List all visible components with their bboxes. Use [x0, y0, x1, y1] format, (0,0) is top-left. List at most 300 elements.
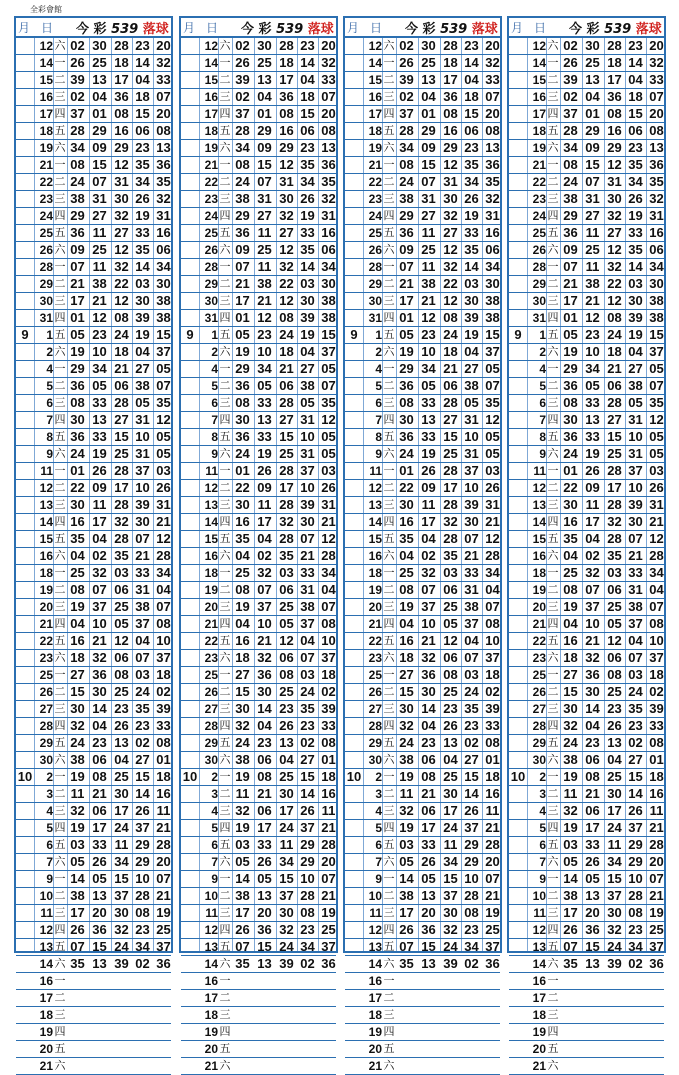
month-cell — [345, 242, 363, 258]
day-cell: 4 — [46, 362, 53, 376]
table-row — [181, 939, 336, 956]
weekday-cell: 三 — [383, 601, 395, 613]
number-cell: 15 — [607, 429, 622, 444]
number-cell: 26 — [464, 803, 479, 818]
weekday-cell: 二 — [54, 686, 66, 698]
number-cell: 05 — [443, 616, 458, 631]
number-cell: 13 — [485, 140, 500, 155]
month-cell — [181, 191, 199, 207]
table-row — [181, 157, 336, 174]
number-cell: 08 — [235, 395, 250, 410]
number-cell: 21 — [443, 361, 458, 376]
number-cell: 34 — [421, 361, 436, 376]
number-cell — [153, 1024, 174, 1040]
number-cell: 05 — [321, 446, 336, 461]
number-cell: 37 — [156, 344, 171, 359]
number-cell: 14 — [235, 871, 250, 886]
month-cell — [16, 871, 34, 887]
number-cell — [625, 1041, 646, 1057]
number-cell: 07 — [485, 871, 500, 886]
number-cell: 11 — [649, 803, 664, 818]
month-cell — [509, 616, 527, 632]
number-cell: 38 — [70, 888, 85, 903]
weekday-cell: 六 — [54, 448, 66, 460]
day-cell: 7 — [211, 855, 218, 869]
table-row — [181, 1007, 336, 1024]
page-caption: 全彩會館 — [30, 5, 62, 14]
table-row — [345, 412, 500, 429]
number-cell: 32 — [607, 922, 622, 937]
weekday-cell: 四 — [547, 618, 559, 630]
table-row — [345, 208, 500, 225]
number-cell: 05 — [607, 616, 622, 631]
month-cell — [345, 174, 363, 190]
number-cell: 10 — [135, 871, 150, 886]
number-cell: 05 — [421, 378, 436, 393]
table-row — [509, 650, 664, 667]
number-cell: 09 — [399, 242, 414, 257]
number-cell: 06 — [485, 242, 500, 257]
number-cell: 02 — [92, 548, 107, 563]
table-row — [509, 905, 664, 922]
weekday-cell: 五 — [219, 431, 231, 443]
table-row — [509, 242, 664, 259]
number-cell: 15 — [257, 939, 272, 954]
number-cell — [482, 1024, 503, 1040]
number-cell: 30 — [70, 412, 85, 427]
number-cell: 25 — [649, 922, 664, 937]
number-cell: 04 — [421, 718, 436, 733]
number-cell: 33 — [156, 72, 171, 87]
table-row — [509, 752, 664, 769]
weekday-cell: 一 — [219, 873, 231, 885]
number-cell: 33 — [92, 837, 107, 852]
number-cell: 04 — [607, 752, 622, 767]
month-cell — [509, 463, 527, 479]
number-cell: 32 — [257, 650, 272, 665]
table-row — [345, 905, 500, 922]
number-cell: 23 — [300, 922, 315, 937]
table-row — [16, 548, 171, 565]
number-cell: 10 — [464, 480, 479, 495]
weekday-cell: 五 — [219, 941, 231, 953]
weekday-cell: 三 — [54, 703, 66, 715]
number-cell: 13 — [421, 956, 436, 971]
number-cell: 09 — [421, 480, 436, 495]
table-row — [509, 361, 664, 378]
month-cell — [345, 735, 363, 751]
number-cell: 23 — [135, 922, 150, 937]
month-cell — [345, 395, 363, 411]
number-cell: 23 — [279, 701, 294, 716]
number-cell: 26 — [257, 463, 272, 478]
number-cell: 21 — [156, 888, 171, 903]
table-row — [509, 480, 664, 497]
number-cell: 12 — [485, 412, 500, 427]
number-cell: 25 — [156, 922, 171, 937]
table-row — [345, 956, 500, 973]
weekday-cell: 二 — [547, 584, 559, 596]
table-row — [16, 582, 171, 599]
table-row — [345, 327, 500, 344]
month-cell — [345, 548, 363, 564]
number-cell: 13 — [279, 735, 294, 750]
number-cell: 09 — [70, 242, 85, 257]
table-row — [16, 106, 171, 123]
table-row — [509, 378, 664, 395]
number-cell: 24 — [235, 174, 250, 189]
number-cell: 26 — [628, 803, 643, 818]
number-cell: 04 — [585, 531, 600, 546]
number-cell: 28 — [156, 837, 171, 852]
table-row — [16, 140, 171, 157]
number-cell: 07 — [156, 599, 171, 614]
table-row — [345, 548, 500, 565]
number-cell — [604, 990, 625, 1006]
month-cell — [509, 939, 527, 955]
day-cell: 26 — [204, 243, 218, 257]
month-cell — [345, 1058, 363, 1074]
month-cell: 9 — [350, 327, 358, 342]
weekday-cell: 二 — [383, 992, 395, 1004]
weekday-cell: 三 — [547, 193, 559, 205]
number-cell: 12 — [321, 412, 336, 427]
number-cell: 37 — [279, 888, 294, 903]
day-cell: 20 — [368, 600, 382, 614]
day-cell: 21 — [204, 1059, 218, 1073]
table-row — [509, 1007, 664, 1024]
number-cell: 10 — [135, 429, 150, 444]
number-cell: 28 — [279, 497, 294, 512]
weekday-cell: 五 — [54, 839, 66, 851]
number-cell: 11 — [156, 803, 171, 818]
number-cell — [297, 1007, 318, 1023]
month-cell — [181, 72, 199, 88]
number-cell: 31 — [649, 208, 664, 223]
number-cell: 29 — [421, 123, 436, 138]
number-cell: 37 — [135, 616, 150, 631]
day-cell: 4 — [211, 804, 218, 818]
number-cell: 38 — [628, 599, 643, 614]
weekday-cell: 四 — [547, 516, 559, 528]
month-header: 月 — [347, 21, 360, 35]
day-cell: 17 — [204, 107, 218, 121]
weekday-cell: 二 — [383, 482, 395, 494]
weekday-cell: 六 — [547, 40, 559, 52]
weekday-cell: 三 — [383, 703, 395, 715]
number-cell: 10 — [628, 480, 643, 495]
month-cell — [345, 412, 363, 428]
number-cell: 14 — [135, 55, 150, 70]
number-cell: 15 — [443, 429, 458, 444]
month-cell — [509, 718, 527, 734]
day-cell: 21 — [368, 1059, 382, 1073]
month-cell — [509, 582, 527, 598]
number-cell: 07 — [464, 650, 479, 665]
month-cell — [16, 548, 34, 564]
number-cell: 12 — [114, 633, 129, 648]
number-cell: 07 — [563, 259, 578, 274]
day-cell: 9 — [539, 447, 546, 461]
day-cell: 30 — [368, 294, 382, 308]
number-cell: 15 — [628, 106, 643, 121]
number-cell: 21 — [321, 820, 336, 835]
number-cell: 19 — [92, 446, 107, 461]
day-cell: 11 — [533, 906, 546, 920]
number-cell: 30 — [235, 412, 250, 427]
number-cell: 33 — [649, 718, 664, 733]
table-row — [16, 599, 171, 616]
number-cell — [440, 1041, 461, 1057]
number-cell: 35 — [135, 242, 150, 257]
number-cell: 29 — [607, 140, 622, 155]
number-cell: 38 — [235, 752, 250, 767]
weekday-cell: 六 — [547, 346, 559, 358]
table-row — [509, 973, 664, 990]
day-cell: 27 — [39, 702, 53, 716]
number-cell — [560, 1024, 581, 1040]
title-suffix: 落球 — [303, 22, 334, 37]
number-cell: 27 — [443, 225, 458, 240]
number-cell: 27 — [628, 752, 643, 767]
number-cell: 21 — [485, 888, 500, 903]
number-cell: 15 — [485, 327, 500, 342]
month-cell — [509, 990, 527, 1006]
weekday-cell: 四 — [383, 210, 395, 222]
day-cell: 12 — [204, 39, 218, 53]
number-cell: 07 — [585, 174, 600, 189]
day-cell: 6 — [375, 396, 382, 410]
number-cell: 20 — [321, 106, 336, 121]
number-cell: 24 — [464, 684, 479, 699]
number-cell: 17 — [421, 820, 436, 835]
table-row — [181, 344, 336, 361]
day-cell: 12 — [204, 923, 218, 937]
weekday-cell: 三 — [54, 907, 66, 919]
number-cell: 32 — [421, 565, 436, 580]
number-cell: 13 — [421, 888, 436, 903]
month-cell — [181, 429, 199, 445]
number-cell: 21 — [114, 361, 129, 376]
table-row — [345, 786, 500, 803]
number-cell: 12 — [114, 242, 129, 257]
number-cell: 04 — [563, 548, 578, 563]
number-cell: 29 — [257, 123, 272, 138]
table-row — [509, 820, 664, 837]
number-cell: 08 — [279, 106, 294, 121]
number-cell — [153, 990, 174, 1006]
number-cell: 31 — [464, 446, 479, 461]
number-cell — [582, 1024, 603, 1040]
number-cell: 18 — [135, 89, 150, 104]
number-cell: 27 — [585, 208, 600, 223]
day-cell: 14 — [532, 957, 546, 971]
number-cell: 35 — [607, 548, 622, 563]
month-cell — [16, 1007, 34, 1023]
table-row — [345, 123, 500, 140]
number-cell — [276, 1024, 297, 1040]
table-row — [345, 599, 500, 616]
day-cell: 15 — [532, 73, 546, 87]
weekday-cell: 四 — [219, 516, 231, 528]
number-cell — [418, 1007, 439, 1023]
number-cell: 15 — [235, 684, 250, 699]
number-cell: 20 — [485, 106, 500, 121]
number-cell: 18 — [563, 650, 578, 665]
number-cell: 12 — [321, 531, 336, 546]
day-cell: 20 — [532, 1042, 546, 1056]
day-cell: 16 — [368, 549, 382, 563]
weekday-cell: 五 — [383, 1043, 395, 1055]
number-cell: 32 — [399, 803, 414, 818]
weekday-cell: 一 — [54, 261, 66, 273]
number-cell: 08 — [235, 157, 250, 172]
number-cell: 24 — [563, 174, 578, 189]
number-cell: 21 — [649, 820, 664, 835]
number-cell: 35 — [321, 395, 336, 410]
month-cell — [345, 191, 363, 207]
day-cell: 15 — [368, 73, 382, 87]
table-row — [345, 191, 500, 208]
weekday-cell: 一 — [219, 363, 231, 375]
month-cell — [509, 191, 527, 207]
number-cell: 16 — [485, 225, 500, 240]
number-cell: 37 — [156, 939, 171, 954]
number-cell — [153, 973, 174, 989]
day-cell: 9 — [46, 447, 53, 461]
number-cell: 02 — [300, 735, 315, 750]
day-cell: 3 — [539, 787, 546, 801]
month-cell: 10 — [17, 769, 33, 784]
number-cell: 32 — [156, 55, 171, 70]
month-cell — [16, 140, 34, 156]
weekday-cell: 二 — [54, 584, 66, 596]
table-row — [345, 1058, 500, 1075]
number-cell: 27 — [114, 412, 129, 427]
table-row — [181, 463, 336, 480]
number-cell: 15 — [279, 871, 294, 886]
month-cell — [16, 684, 34, 700]
number-cell: 31 — [135, 582, 150, 597]
day-cell: 17 — [368, 107, 382, 121]
weekday-cell: 二 — [383, 380, 395, 392]
number-cell: 24 — [135, 684, 150, 699]
weekday-cell: 五 — [54, 635, 66, 647]
number-cell: 14 — [628, 259, 643, 274]
weekday-cell: 五 — [219, 839, 231, 851]
number-cell: 24 — [607, 939, 622, 954]
table-row — [345, 395, 500, 412]
number-cell: 23 — [92, 735, 107, 750]
number-cell: 25 — [321, 922, 336, 937]
day-cell: 12 — [39, 39, 53, 53]
month-cell — [181, 854, 199, 870]
number-cell: 35 — [464, 157, 479, 172]
number-cell: 08 — [607, 310, 622, 325]
number-cell: 35 — [628, 157, 643, 172]
weekday-cell: 二 — [219, 686, 231, 698]
table-row — [181, 259, 336, 276]
weekday-cell: 六 — [547, 856, 559, 868]
weekday-cell: 六 — [547, 244, 559, 256]
month-cell — [16, 718, 34, 734]
number-cell: 05 — [321, 429, 336, 444]
table-row — [509, 633, 664, 650]
weekday-cell: 二 — [547, 380, 559, 392]
day-cell: 16 — [368, 90, 382, 104]
number-cell: 02 — [300, 956, 315, 971]
number-cell: 26 — [300, 191, 315, 206]
number-cell: 24 — [114, 820, 129, 835]
number-cell: 01 — [92, 106, 107, 121]
number-cell: 19 — [235, 769, 250, 784]
day-cell: 21 — [204, 617, 218, 631]
table-row — [181, 752, 336, 769]
weekday-cell: 五 — [547, 329, 559, 341]
number-cell: 05 — [156, 361, 171, 376]
weekday-cell: 四 — [383, 720, 395, 732]
number-cell: 08 — [485, 123, 500, 138]
number-cell: 28 — [279, 531, 294, 546]
number-cell: 12 — [607, 157, 622, 172]
weekday-cell: 一 — [383, 771, 395, 783]
number-cell: 16 — [156, 225, 171, 240]
number-cell: 17 — [235, 293, 250, 308]
number-cell: 34 — [156, 259, 171, 274]
number-cell: 36 — [563, 225, 578, 240]
weekday-cell: 三 — [383, 1009, 395, 1021]
number-cell: 25 — [399, 565, 414, 580]
title-number: 539 — [276, 22, 304, 37]
number-cell: 33 — [628, 565, 643, 580]
month-cell — [345, 803, 363, 819]
month-cell — [181, 786, 199, 802]
number-cell: 02 — [421, 548, 436, 563]
day-cell: 25 — [368, 226, 382, 240]
table-row — [181, 718, 336, 735]
month-cell — [345, 871, 363, 887]
number-cell: 06 — [279, 650, 294, 665]
number-cell: 38 — [300, 599, 315, 614]
month-cell — [181, 123, 199, 139]
day-cell: 8 — [211, 430, 218, 444]
number-cell — [461, 1041, 482, 1057]
table-row — [509, 259, 664, 276]
month-cell — [181, 514, 199, 530]
weekday-cell: 一 — [547, 363, 559, 375]
month-cell — [181, 531, 199, 547]
number-cell: 39 — [135, 497, 150, 512]
day-cell: 16 — [39, 90, 53, 104]
number-cell: 12 — [257, 310, 272, 325]
number-cell: 26 — [257, 854, 272, 869]
number-cell: 28 — [279, 395, 294, 410]
number-cell: 37 — [628, 820, 643, 835]
month-cell — [16, 514, 34, 530]
number-cell: 37 — [485, 650, 500, 665]
table-row — [181, 191, 336, 208]
table-row — [509, 786, 664, 803]
number-cell: 36 — [443, 89, 458, 104]
number-cell: 31 — [114, 174, 129, 189]
day-cell: 28 — [532, 260, 546, 274]
number-cell: 27 — [300, 752, 315, 767]
number-cell: 16 — [235, 633, 250, 648]
title-number: 539 — [111, 22, 139, 37]
day-cell: 10 — [39, 889, 53, 903]
number-cell: 32 — [235, 803, 250, 818]
number-cell: 24 — [607, 327, 622, 342]
